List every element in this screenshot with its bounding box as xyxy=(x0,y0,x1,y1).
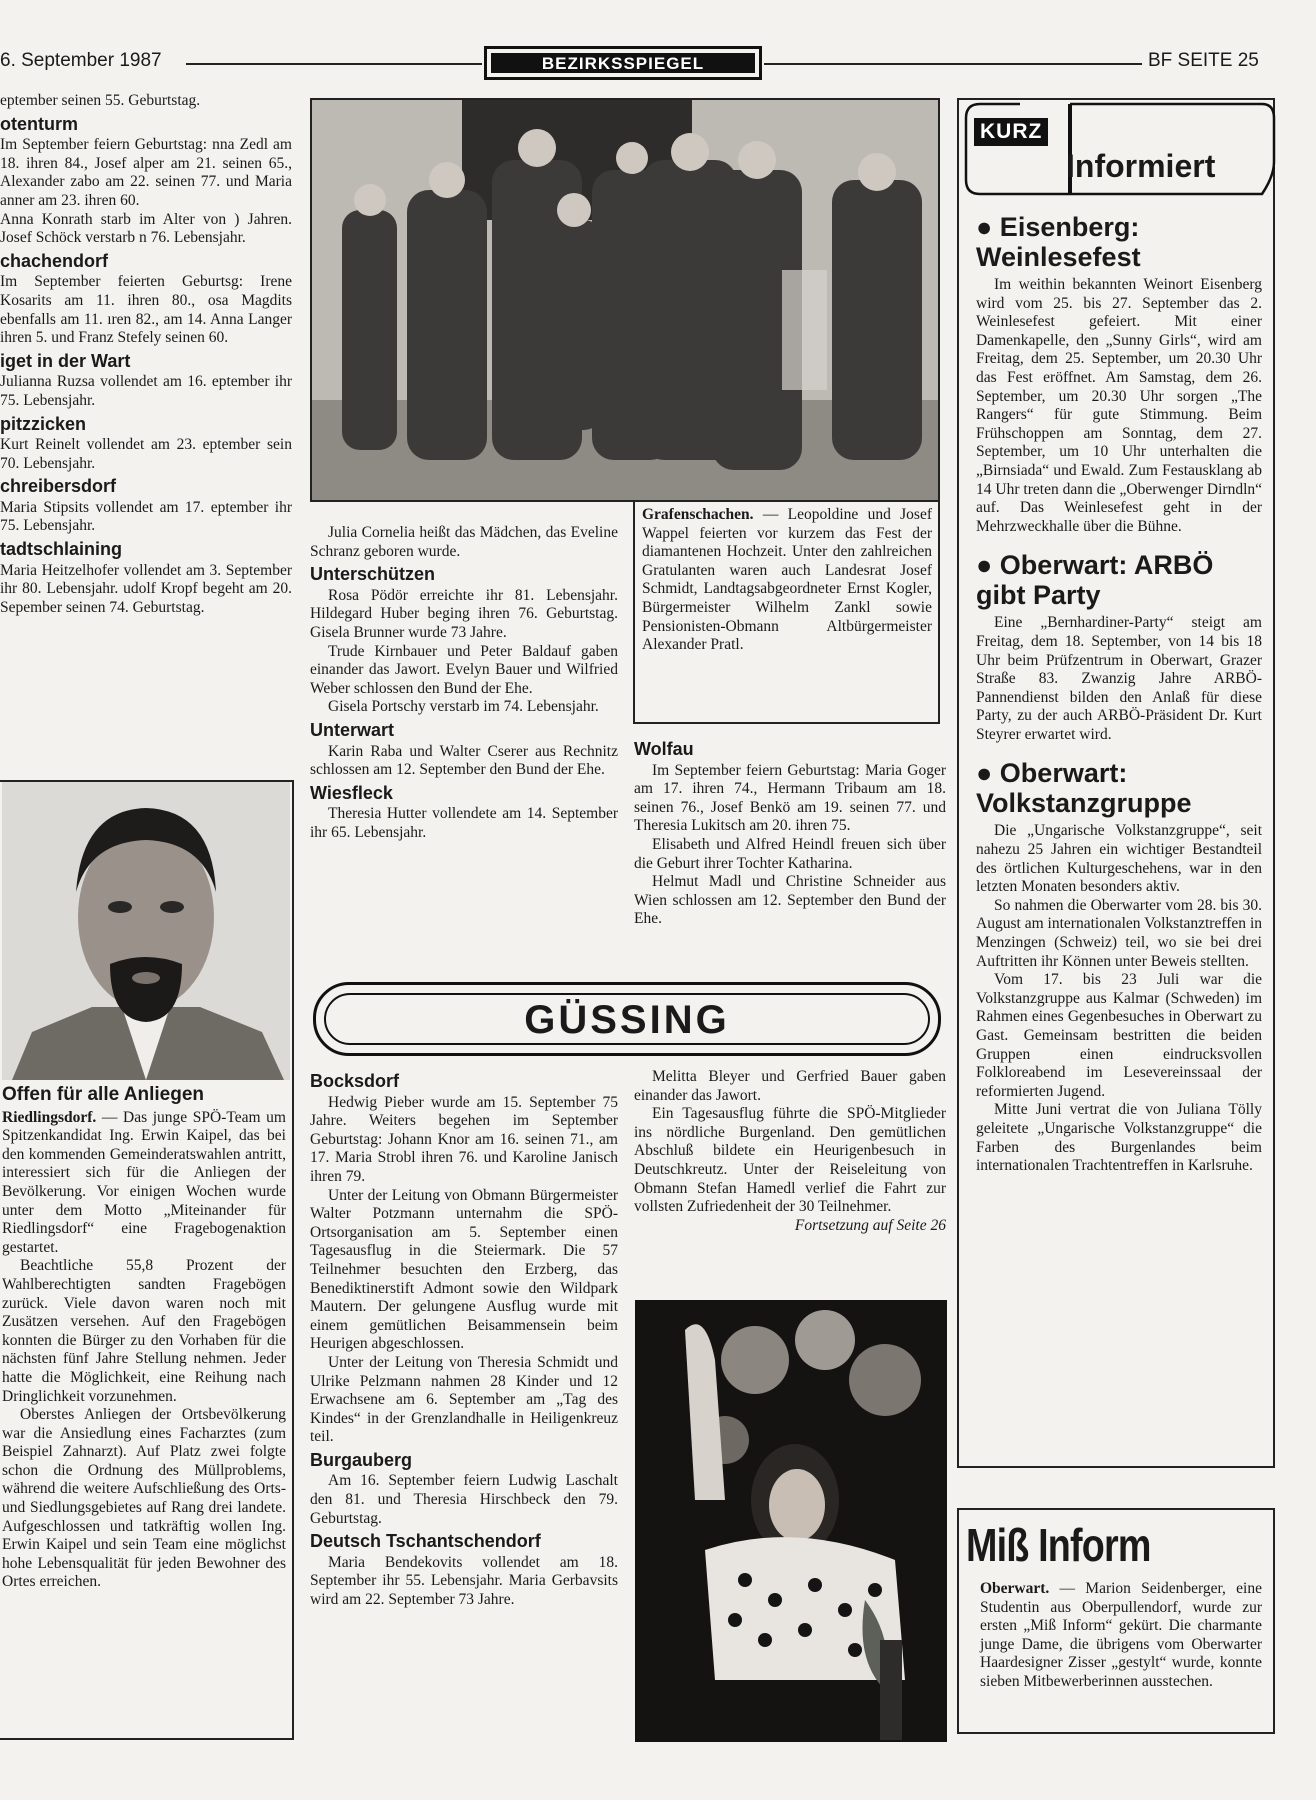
kurz-para: Die „Ungarische Volkstanzgruppe“, seit nahezu 25 Jahren ein wichtiger Bestandteil des örtlichen Kulturgeschehens, war in den letzten Monaten besonders aktiv. xyxy=(976,822,1262,896)
kurz-para: Vom 17. bis 23 Juli war die Volkstanzgruppe aus Kalmar (Schweden) im Rahmen eines Gegenbesuches in Oberwart zu Gast. Gemeinsam bestritten die beiden Gruppen einen eindrucksvollen Folkloreabend im Lesevereinssaal der reformierten Jugend. xyxy=(976,971,1262,1100)
col2-heading-3: Wiesfleck xyxy=(310,782,393,803)
photo-caption xyxy=(642,506,932,655)
kurz-informiert-items xyxy=(976,206,1262,1176)
miss-inform-title: Miß Inform xyxy=(966,1519,1151,1571)
guessing-heading-1: Bocksdorf xyxy=(310,1071,400,1091)
col1-heading-3: iget in der Wart xyxy=(0,350,131,371)
guessing-column-a xyxy=(310,1068,618,1610)
group-photo xyxy=(310,98,940,502)
col3-para: Elisabeth und Alfred Heindl freuen sich über die Geburt ihrer Tochter Katharina. xyxy=(634,835,946,872)
caption-text: — Leopoldine und Josef Wappel feierten vor kurzem das Fest der diamantenen Hochzeit. Unter den zahlreichen Gratulanten waren auch Landesrat Josef Schmidt, Landtagsabgeordneter Ernst Kogler, Bürgermeister Wilhelm Zankl sowie Pensionisten-Obmann Altbürgermeister Alexander Pratl. xyxy=(642,506,932,654)
guessing-para: Unter der Leitung von Theresia Schmidt und Ulrike Pelzmann nahmen 28 Kinder und 12 Erwachsene am 6. September am „Tag des Kindes“ in der Grenzlandhalle in Heiligenkreuz teil. xyxy=(310,1353,618,1446)
col1-para: Im September feierten Geburtsg: Irene Kosarits am 11. ihren 80., osa Magdits ebenfalls am 11. ıren 82., am 14. Anna Langer ihren 5. und Franz Stefely seinen 60. xyxy=(0,273,292,347)
header-rule-left xyxy=(186,63,482,65)
guessing-column-b xyxy=(634,1068,946,1235)
col3-para: Helmut Madl und Christine Schneider aus Wien schlossen am 12. September den Bund der Ehe. xyxy=(634,873,946,928)
col3-para: Im September feiern Geburtstag: Maria Goger am 17. ihren 74., Hermann Tribaum am 18. seinen 76., Josef Benkö am 19. seinen 77. und Theresia Lukitsch am 20. ihren 75. xyxy=(634,761,946,835)
kurz-para: Mitte Juni vertrat die von Juliana Tölly geleitete „Ungarische Volkstanzgruppe“ die Farben des Burgenlandes beim internationalen Trachtentreffen in Karlsruhe. xyxy=(976,1101,1262,1175)
miss-photo xyxy=(635,1300,947,1742)
kurz-para: So nahmen die Oberwarter vom 28. bis 30. August am internationalen Volkstanztreffen in Menzingen (Schweiz) teil, wo sie bei drei Auftritten ihr Können unter Beweis stellten. xyxy=(976,896,1262,970)
miss-text: — Marion Seidenberger, eine Studentin aus Oberpullendorf, wurde zur ersten „Miß Inform“ gekürt. Die charmante junge Dame, die übrigens vom Oberwarter Haardesigner Zisser „gestylt“ wurde, konnte sieben Mitbewerberinnen ausstechen. xyxy=(980,1580,1262,1690)
page-number: BF SEITE 25 xyxy=(1148,50,1259,71)
col1-heading-2: chachendorf xyxy=(0,250,109,271)
guessing-heading-3: Deutsch Tschantschendorf xyxy=(310,1531,541,1552)
portrait-article-heading: Offen für alle Anliegen xyxy=(2,1084,204,1105)
column-3-briefs xyxy=(634,736,946,929)
col3-heading-1: Wolfau xyxy=(634,739,694,759)
caption-lead: Grafenschachen. xyxy=(642,506,754,523)
col2-para: Rosa Pödör erreichte ihr 81. Lebensjahr. Hildegard Huber beging ihren 76. Geburtstag. Gisela Brunner wurde 73 Jahre. xyxy=(310,586,618,641)
col2-para: Theresia Hutter vollendete am 14. September ihr 65. Lebensjahr. xyxy=(310,805,618,841)
portrait-article xyxy=(2,1086,286,1592)
portrait-article-para: Beachtliche 55,8 Prozent der Wahlberechtigten sandten Fragebögen zurück. Viele davon waren noch mit Zusätzen versehen. Auf den Fragebögen konnten die Bürger zu den Vorhaben für die nächsten fünf Jahre Stellung nehmen. Jeder hatte die Möglichkeit, eine Reihung nach Dringlichkeit vorzunehmen. xyxy=(2,1257,286,1405)
guessing-para: Am 16. September feiern Ludwig Laschalt den 81. und Theresia Hirschbeck den 79. Geburtstag. xyxy=(310,1472,618,1527)
kurz-heading-3: ● Oberwart: Volkstanzgruppe xyxy=(976,758,1192,819)
portrait-photo xyxy=(2,782,290,1080)
miss-lead: Oberwart. xyxy=(980,1580,1050,1597)
col1-para: Im September feiern Geburtstag: nna Zedl am 18. ihren 84., Josef alper am 21. seinen 65., Alexander zabo am 22. seinen 77. und Maria anner am 23. ihren 60. xyxy=(0,136,292,209)
col2-heading-2: Unterwart xyxy=(310,719,395,740)
col1-para: Maria Stipsits vollendet am 17. eptember ihr 75. Lebensjahr. xyxy=(0,498,292,535)
kurz-label: KURZ xyxy=(974,118,1048,146)
col1-para: Julianna Ruzsa vollendet am 16. eptember ihr 75. Lebensjahr. xyxy=(0,373,292,409)
column-2-briefs xyxy=(310,524,618,843)
col2-para: Trude Kirnbauer und Peter Baldauf gaben einander das Jawort. Evelyn Bauer und Wilfried Weber schlossen den Bund der Ehe. xyxy=(310,642,618,697)
kurz-heading-2: ● Oberwart: ARBÖ gibt Party xyxy=(976,550,1214,611)
col1-intro: eptember seinen 55. Geburtstag. xyxy=(0,92,201,109)
guessing-banner xyxy=(313,982,941,1056)
kurz-heading-1: ● Eisenberg: Weinlesefest xyxy=(976,212,1141,272)
col1-para: Kurt Reinelt vollendet am 23. eptember sein 70. Lebensjahr. xyxy=(0,436,292,472)
section-label: BEZIRKSSPIEGEL xyxy=(491,53,755,73)
col1-para: Anna Konrath starb im Alter von ) Jahren. Josef Schöck verstarb n 76. Lebensjahr. xyxy=(0,210,292,247)
col2-para: Gisela Portschy verstarb im 74. Lebensjahr. xyxy=(328,698,599,716)
guessing-b-para: Melitta Bleyer und Gerfried Bauer gaben einander das Jawort. xyxy=(634,1068,946,1104)
kurz-para: Eine „Bernhardiner-Party“ steigt am Freitag, dem 18. September, von 14 bis 18 Uhr beim Prüfzentrum in Oberwart, Grazer Straße 83. Zwanzig Jahre ARBÖ-Pannendienst bilden den Anlaß für diese Party, zu der auch ARBÖ-Präsident Dr. Kurt Steyrer erwartet wird. xyxy=(976,614,1262,743)
col1-para: Maria Heitzelhofer vollendet am 3. September ihr 80. Lebensjahr. udolf Kropf begeht am 20. Sepember seinen 74. Geburtstag. xyxy=(0,561,292,616)
guessing-para: Unter der Leitung von Obmann Bürgermeister Walter Potzmann unternahm die SPÖ-Ortsorganisation am 5. September einen Tagesausflug in die Steiermark. Die 57 Teilnehmer besuchten den Erzberg, das Benediktinerstift Admont sowie den Wildpark Mautern. Der gelungene Ausflug wurde mit einem gemütlichen Beisammensein beim Heurigen abgeschlossen. xyxy=(310,1186,618,1353)
col1-heading-6: tadtschlaining xyxy=(0,539,123,560)
kurz-para: Im weithin bekannten Weinort Eisenberg wird vom 25. bis 27. September das 2. Weinlesefest gefeiert. Mit einer Damenkapelle, den „Sunny Girls“, wird am Freitag, dem 25. September, um 20.30 Uhr das Fest eröffnet. Am Samstag, dem 26. September, um 20.30 Uhr sorgen „The Rangers“ für gute Stimmung. Beim Frühschoppen am Sonntag, dem 27. September, um 10 Uhr unterhalten die „Birnsiada“ und Ewald. Zum Festausklang ab 14 Uhr treten dann die „Oberwenger Dirndln“ auf. Das Weinlesefest geht in der Mehrzweckhalle über die Bühne. xyxy=(976,276,1262,535)
col2-intro: Julia Cornelia heißt das Mädchen, das Eveline Schranz geboren wurde. xyxy=(310,524,618,560)
guessing-b-para: Ein Tagesausflug führte die SPÖ-Mitglieder ins nördliche Burgenland. Den gemütlichen Abschluß bildete ein Heurigenbesuch in Deutschkreutz. Unter der Reiseleitung von Obmann Stefan Hamedl verlief die Fahrt zur vollsten Zufriedenheit der 30 Teilnehmer. xyxy=(634,1105,946,1216)
guessing-heading-2: Burgauberg xyxy=(310,1449,413,1470)
col2-para: Karin Raba und Walter Cserer aus Rechnitz schlossen am 12. September den Bund der Ehe. xyxy=(310,742,618,779)
portrait-article-text: — Das junge SPÖ-Team um Spitzenkandidat Ing. Erwin Kaipel, das bei den kommenden Gemeinderatswahlen antritt, interessiert sich für die Anliegen der Bevölkerung. Vor einigen Wochen wurde unter dem Motto „Miteinander für Riedlingsdorf“ eine Fragebogenaktion gestartet. xyxy=(2,1108,286,1256)
informiert-label: Informiert xyxy=(1066,148,1216,184)
portrait-article-para: Oberstes Anliegen der Ortsbevölkerung war die Ansiedlung eines Facharztes (zum Beispiel Zahnarzt). Auf Platz zwei folgte schon die Ordnung des Müllproblems, während die weitere Aufschließung des Orts- und Siedlungsgebietes auf Rang drei landete. Aufgeschlossen und tatkräftig wollen Ing. Erwin Kaipel und sein Team eine möglichst hohe Lebensqualität für jeden Bewohner des Ortes erreichen. xyxy=(2,1406,286,1591)
col1-heading-5: chreibersdorf xyxy=(0,476,117,497)
guessing-banner-title: GÜSSING xyxy=(324,993,930,1045)
guessing-para: Hedwig Pieber wurde am 15. September 75 Jahre. Weiters begehen im September Geburtstag: Johann Knor am 16. seinen 71., am 17. Maria Strobl ihren 76. und Karoline Janisch ihren 79. xyxy=(310,1093,618,1185)
portrait-article-lead: Riedlingsdorf. xyxy=(2,1108,97,1126)
continued-note: Fortsetzung auf Seite 26 xyxy=(794,1216,946,1234)
col1-heading-1: otenturm xyxy=(0,113,78,134)
column-1-briefs xyxy=(0,92,292,617)
header-rule-right xyxy=(764,63,1142,65)
issue-date: 6. September 1987 xyxy=(0,50,162,71)
miss-inform-article xyxy=(980,1580,1262,1692)
section-label-box xyxy=(484,46,762,80)
guessing-para: Maria Bendekovits vollendet am 18. September ihr 55. Lebensjahr. Maria Gerbavsits wird am 22. September 73 Jahre. xyxy=(310,1553,618,1609)
col1-heading-4: pitzzicken xyxy=(0,413,87,434)
col2-heading-1: Unterschützen xyxy=(310,564,436,585)
